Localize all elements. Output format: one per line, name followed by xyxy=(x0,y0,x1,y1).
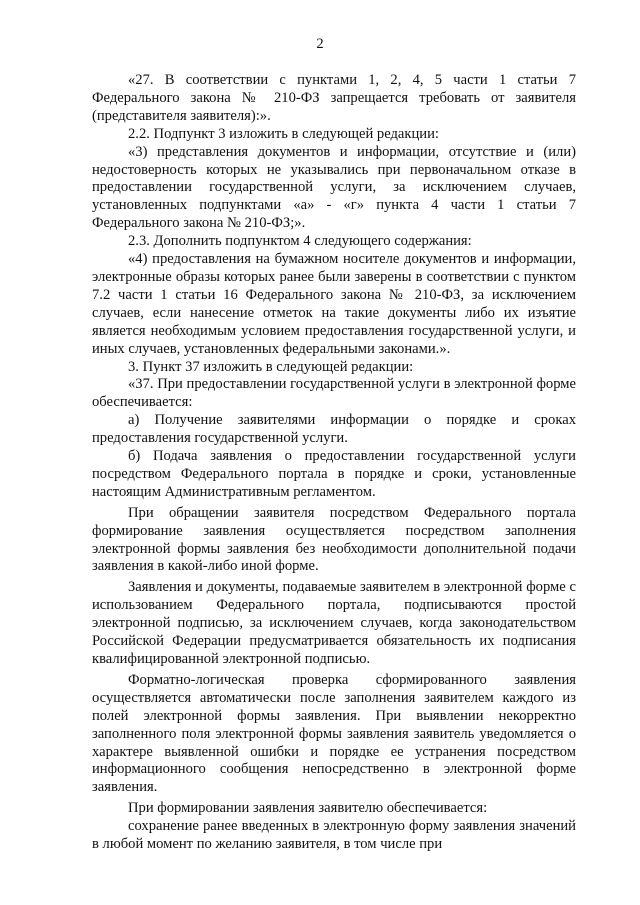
paragraph-item-37: «37. При предоставлении государственной услуги в электронной форме обеспечивается: xyxy=(92,376,576,411)
paragraph-item-37-b: б) Подача заявления о предоставлении государственной услуги посредством Федерального портала в порядке и сроки, установленные настоящим Административным регламентом. xyxy=(92,448,576,500)
paragraph-saving-values: сохранение ранее введенных в электронную форму заявления значений в любой момент по желанию заявителя, в том числе при xyxy=(92,818,576,853)
paragraph-subitem-3: «3) представления документов и информации, отсутствие и (или) недостоверность которых не указывались при первоначальном отказе в предоставлении государственной услуги, за исключением случаев, установленных подпунктами «а» - «г» пункта 4 части 1 статьи 7 Федерального закона № 210-ФЗ;». xyxy=(92,143,576,232)
page-number: 2 xyxy=(316,36,324,52)
paragraph-electronic-signature: Заявления и документы, подаваемые заявителем в электронной форме с использованием Федерального портала, подписываются простой электронной подписью, за исключением случаев, когда законодательством Российской Федерации предусматривается обязательность их подписания квалифицированной электронной подписью. xyxy=(92,579,576,667)
document-body xyxy=(92,72,576,854)
paragraph-item-37-a: а) Получение заявителями информации о порядке и сроках предоставления государственной услуги. xyxy=(92,412,576,447)
paragraph-subitem-4: «4) предоставления на бумажном носителе документов и информации, электронные образы которых ранее были заверены в соответствии с пунктом 7.2 части 1 статьи 16 Федерального закона № 210-ФЗ, за исключением случаев, если нанесение отметок на такие документы либо их изъятие является необходимым условием предоставления государственной услуги, и иных случаев, установленных федеральными законами.». xyxy=(92,251,576,357)
paragraph-amend-2-2: 2.2. Подпункт 3 изложить в следующей редакции: xyxy=(128,125,439,142)
paragraph-portal-request: При обращении заявителя посредством Федерального портала формирование заявления осуществляется посредством заполнения электронной формы заявления без необходимости дополнительной подачи заявления в какой-либо иной форме. xyxy=(92,504,576,575)
paragraph-item-27: «27. В соответствии с пунктами 1, 2, 4, 5 части 1 статьи 7 Федерального закона № 210-ФЗ запрещается требовать от заявителя (представителя заявителя):». xyxy=(92,72,576,124)
paragraph-format-check: Форматно-логическая проверка сформированного заявления осуществляется автоматически после заполнения заявителем каждого из полей электронной формы заявления. При выявлении некорректно заполненного поля электронной формы заявления заявитель уведомляется о характере выявленной ошибки и порядке ее устранения посредством информационного сообщения непосредственно в электронной форме заявления. xyxy=(92,671,576,796)
paragraph-amend-3: 3. Пункт 37 изложить в следующей редакции: xyxy=(128,358,414,375)
paragraph-amend-2-3: 2.3. Дополнить подпунктом 4 следующего содержания: xyxy=(128,233,472,250)
paragraph-form-provides: При формировании заявления заявителю обеспечивается: xyxy=(128,800,488,817)
